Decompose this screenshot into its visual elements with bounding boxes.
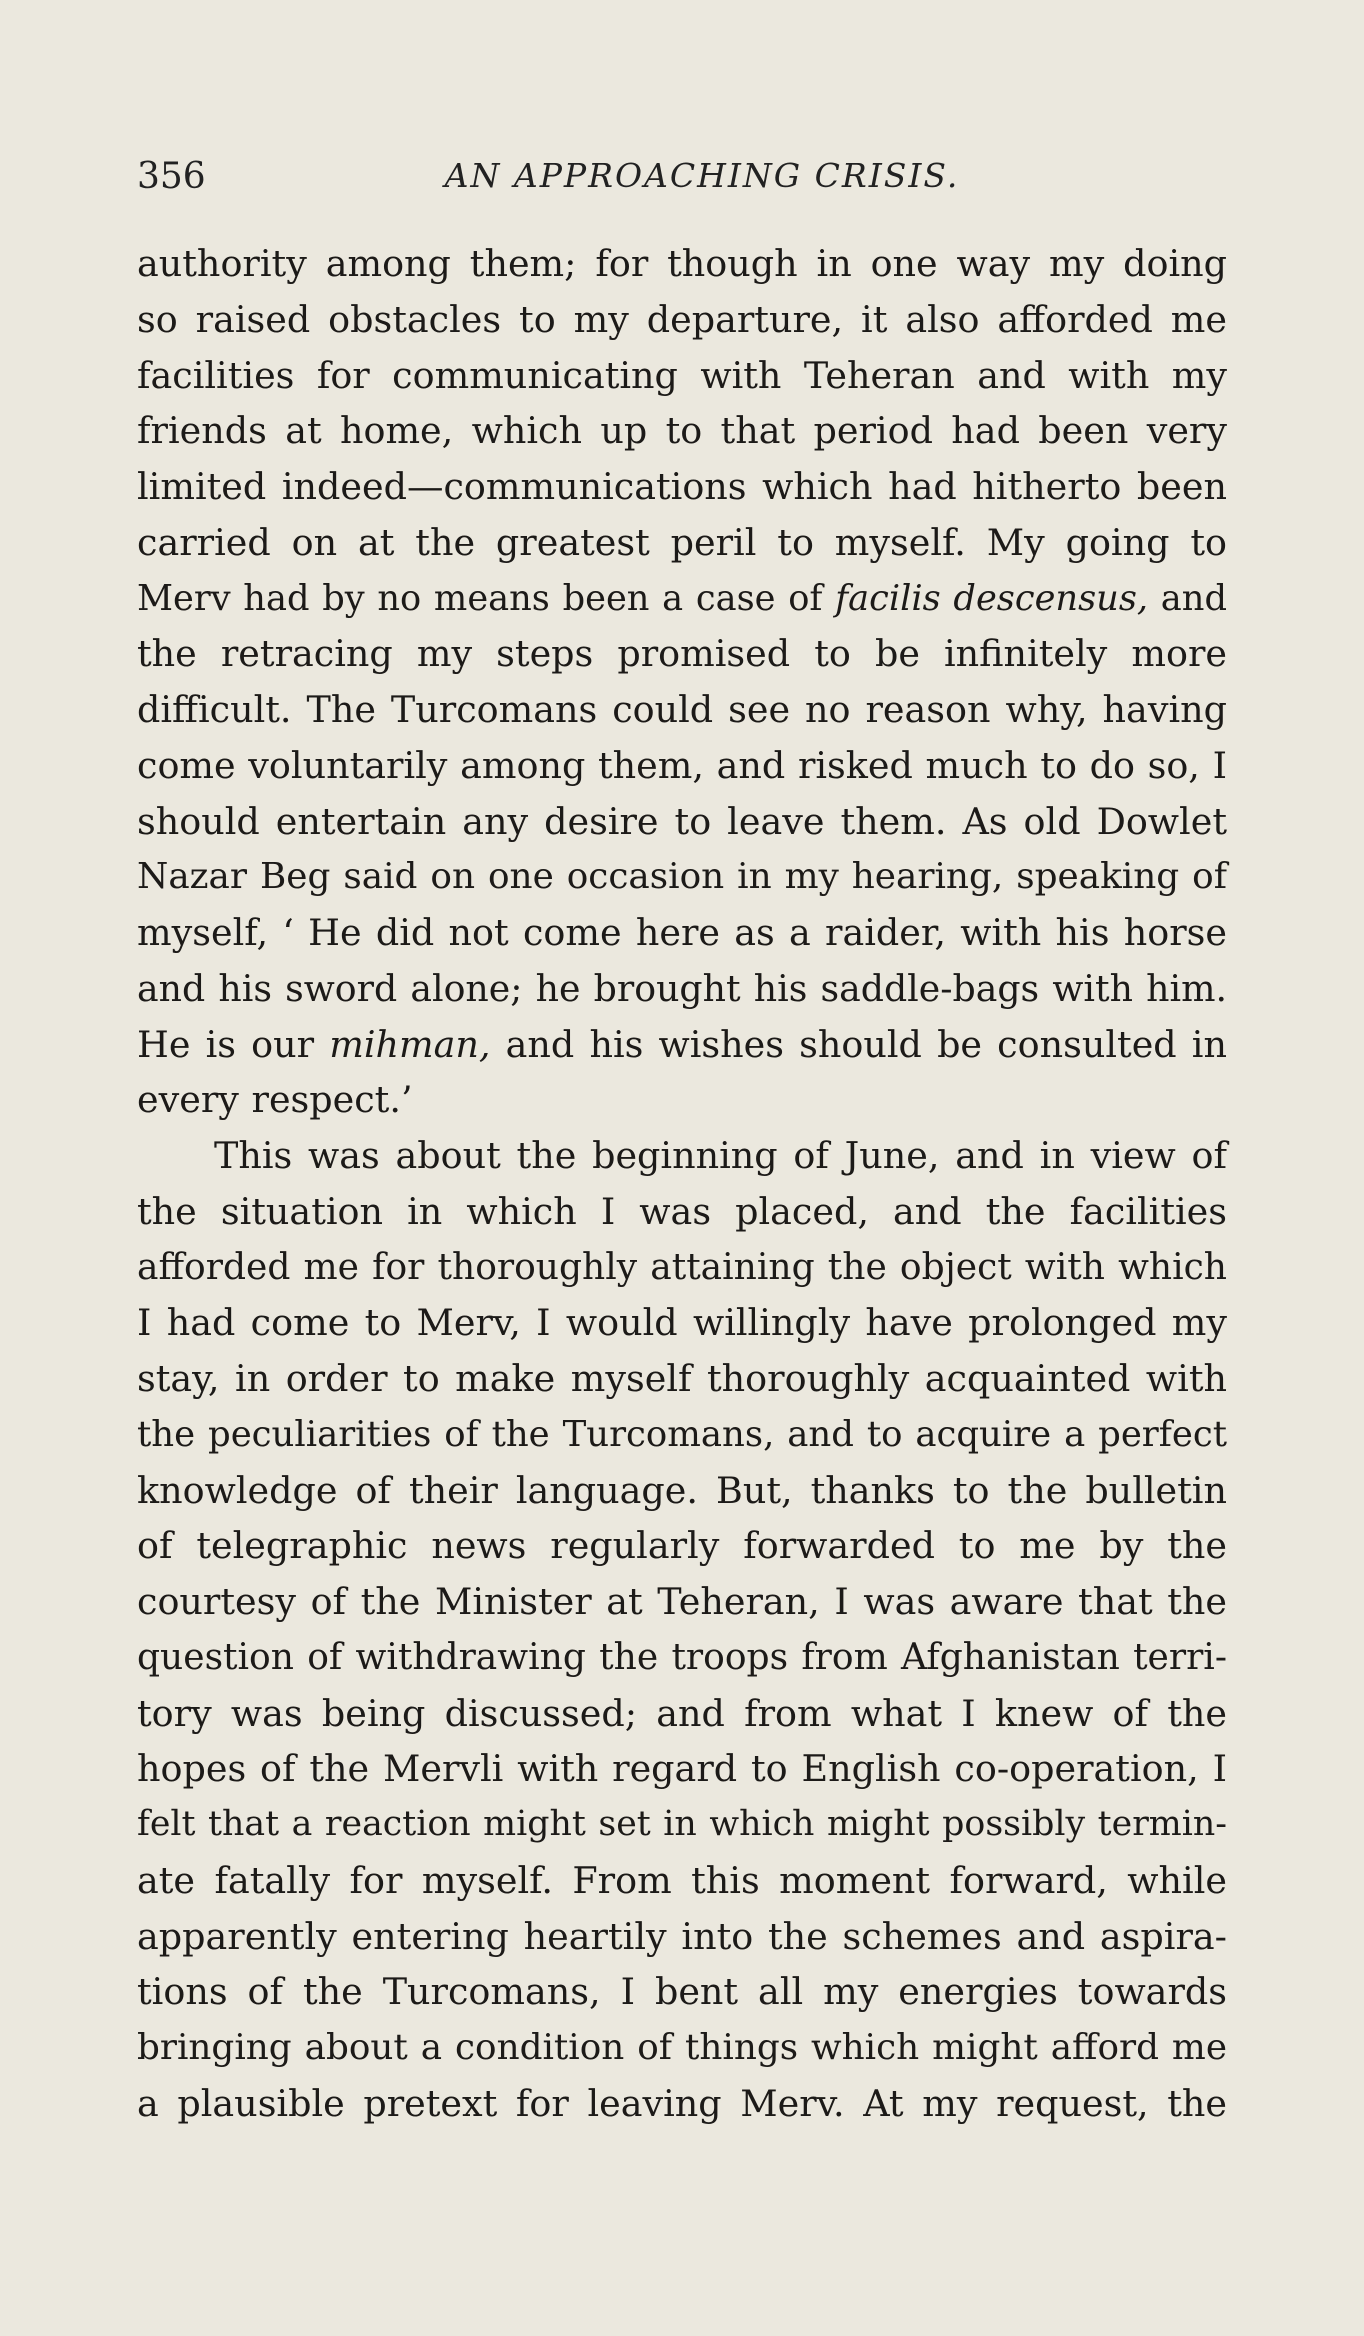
text-run: and his wishes should be consulted in <box>490 1022 1227 1066</box>
text-line: should entertain any desire to leave them. As old Dowlet <box>137 799 1227 843</box>
text-line: limited indeed—communications which had hitherto been <box>137 465 1227 508</box>
text-line: difficult. The Turcomans could see no reason why, having <box>137 688 1227 731</box>
text-line: question of withdrawing the troops from Afghanistan terri- <box>137 1636 1227 1678</box>
body-text <box>137 236 1227 2132</box>
text-line: knowledge of their language. But, thanks to the bulletin <box>137 1468 1227 1512</box>
text-line: come voluntarily among them, and risked much to do so, I <box>137 743 1227 787</box>
text-line: ate fatally for myself. From this moment forward, while <box>137 1858 1227 1902</box>
text-line: tory was being discussed; and from what I knew of the <box>137 1691 1227 1735</box>
text-line: the retracing my steps promised to be infinitely more <box>137 632 1227 676</box>
text-line: a plausible pretext for leaving Merv. At my request, the <box>137 2081 1227 2125</box>
text-line: authority among them; for though in one way my doing <box>137 242 1227 285</box>
text-run: He is our <box>137 1022 330 1066</box>
text-line: facilities for communicating with Teheran and with my <box>137 353 1227 397</box>
text-line: apparently entering heartily into the schemes and aspira- <box>137 1914 1227 1958</box>
text-line: friends at home, which up to that period had been very <box>137 409 1227 453</box>
text-line: I had come to Merv, I would willingly have prolonged my <box>137 1301 1227 1345</box>
text-run: and <box>1148 577 1228 619</box>
text-line: tions of the Turcomans, I bent all my energies towards <box>137 1970 1227 2014</box>
text-line <box>137 571 1227 627</box>
running-title: AN APPROACHING CRISIS. <box>444 156 960 195</box>
text-line: courtesy of the Minister at Teheran, I was aware that the <box>137 1580 1227 1623</box>
text-line-paragraph-start: This was about the beginning of June, and in view of <box>214 1134 1227 1177</box>
text-line: afforded me for thoroughly attaining the object with which <box>137 1246 1227 1288</box>
text-line: carried on at the greatest peril to myself. My going to <box>137 520 1227 564</box>
text-line: stay, in order to make myself thoroughly acquainted with <box>137 1357 1227 1400</box>
text-line: of telegraphic news regularly forwarded to me by the <box>137 1524 1227 1568</box>
text-line: the situation in which I was placed, and the facilities <box>137 1189 1227 1233</box>
italic-phrase: mihman, <box>329 1022 491 1066</box>
text-line-paragraph-end: every respect.’ <box>137 1078 413 1122</box>
page-header <box>137 150 1227 200</box>
text-line: felt that a reaction might set in which might possibly termin- <box>137 1804 1227 1844</box>
text-line <box>137 1017 1227 1073</box>
text-line: hopes of the Mervli with regard to English co-operation, I <box>137 1747 1227 1791</box>
italic-phrase: facilis descensus, <box>835 577 1149 619</box>
text-line: so raised obstacles to my departure, it also afforded me <box>137 297 1227 341</box>
text-line: and his sword alone; he brought his saddle-bags with him. <box>137 966 1227 1010</box>
text-line: Nazar Beg said on one occasion in my hearing, speaking of <box>137 856 1227 898</box>
text-line: myself, ‘ He did not come here as a raider, with his horse <box>137 911 1227 954</box>
text-line: the peculiarities of the Turcomans, and to acquire a perfect <box>137 1413 1227 1455</box>
text-run: Merv had by no means been a case of <box>137 577 836 619</box>
page-number: 356 <box>137 156 206 197</box>
text-line: bringing about a condition of things which might afford me <box>137 2027 1227 2068</box>
